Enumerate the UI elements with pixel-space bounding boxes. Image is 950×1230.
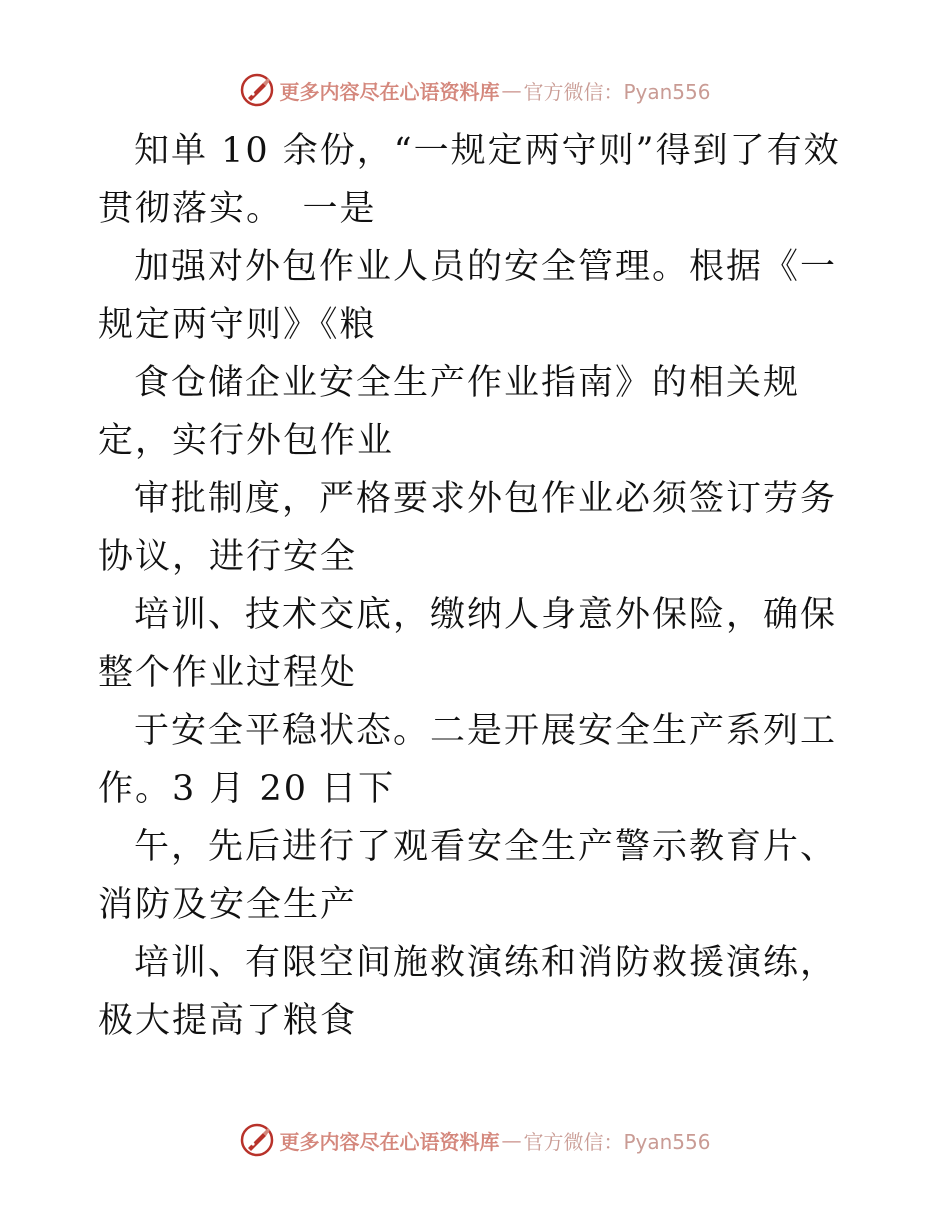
paragraph: 于安全平稳状态。二是开展安全生产系列工作。3 月 20 日下 [98,711,838,809]
paragraph: 知单 10 余份，“一规定两守则”得到了有效贯彻落实。 一是 [98,131,841,229]
banner-separator: — [501,1128,522,1152]
header-banner [0,70,950,110]
banner-separator: — [501,78,522,102]
banner-contact: 官方微信：Pyan556 [523,79,711,104]
paragraph: 审批制度，严格要求外包作业必须签订劳务协议，进行安全 [98,479,838,577]
banner-contact: 官方微信：Pyan556 [523,1129,711,1154]
footer-banner [0,1120,950,1160]
banner-text: 更多内容尽在心语资料库 [279,1129,500,1154]
pen-logo-icon [239,72,275,108]
paragraph: 培训、技术交底，缴纳人身意外保险，确保整个作业过程处 [98,595,838,693]
document-body [98,122,858,1050]
paragraph: 加强对外包作业人员的安全管理。根据《一规定两守则》《粮 [98,247,838,345]
banner-text: 更多内容尽在心语资料库 [279,79,500,104]
paragraph: 食仓储企业安全生产作业指南》的相关规定，实行外包作业 [98,363,801,461]
paragraph: 培训、有限空间施救演练和消防救援演练，极大提高了粮食 [98,943,838,1041]
pen-logo-icon [239,1122,275,1158]
paragraph: 午，先后进行了观看安全生产警示教育片、消防及安全生产 [98,827,838,925]
